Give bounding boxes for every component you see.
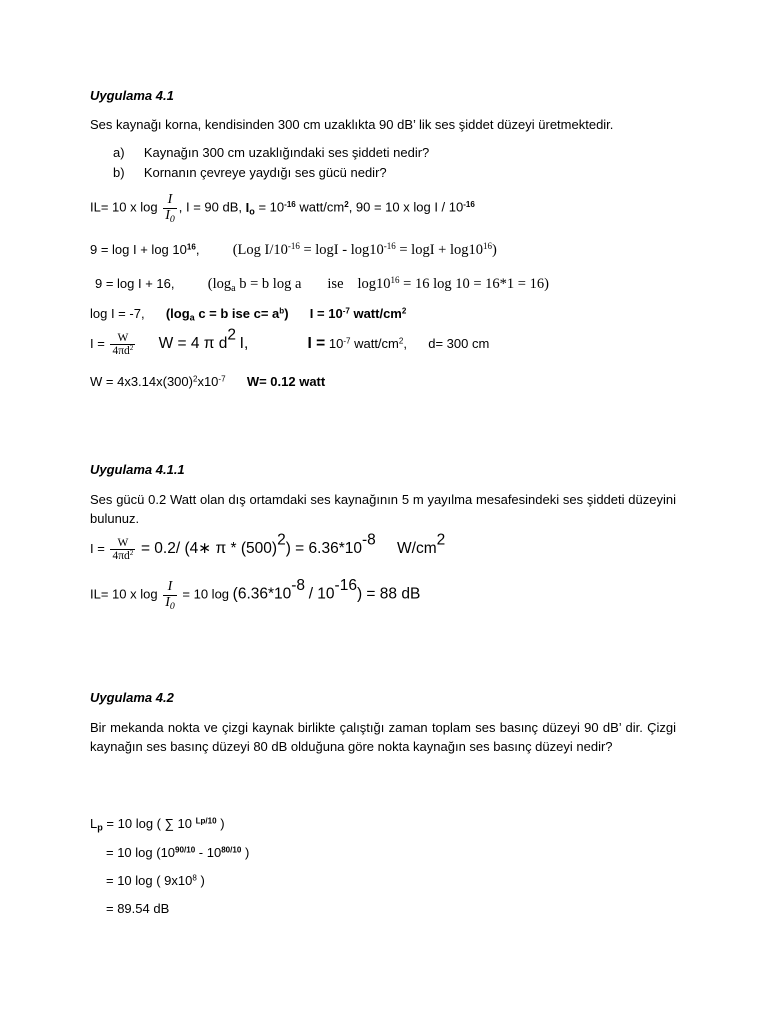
- question-a-text: Kaynağın 300 cm uzaklığındaki ses şiddeti nedir?: [143, 145, 430, 160]
- formula-text: ): [284, 306, 289, 321]
- reference-intensity-symbol: I: [245, 199, 250, 215]
- superscript: -16: [463, 200, 475, 210]
- formula-text: ): [244, 845, 250, 860]
- formula-text: / 10: [308, 585, 335, 603]
- fraction-denominator-text: 4πd: [112, 550, 130, 563]
- fraction-denominator-text: 4πd: [112, 345, 130, 358]
- formula-line-power-result: [90, 374, 325, 390]
- formula-text: - 10: [198, 845, 222, 860]
- formula-text: ): [491, 242, 497, 258]
- formula-line-intensity: [90, 531, 446, 563]
- superscript: 2: [129, 344, 134, 353]
- formula-text: = logI - log10: [303, 242, 384, 258]
- formula-text: ,: [403, 336, 407, 351]
- superscript: -7: [342, 306, 350, 316]
- superscript: 2: [401, 306, 407, 316]
- formula-text: b = b log a: [239, 276, 302, 292]
- formula-text: I,: [239, 335, 249, 352]
- formula-text: c = b ise c= a: [198, 306, 280, 321]
- superscript: 90/10: [175, 845, 196, 855]
- formula-line-il-result: [90, 577, 421, 612]
- fraction-denominator: [110, 344, 135, 357]
- formula-text: W = 4x3.14x(300): [90, 374, 193, 389]
- formula-text: (log: [207, 276, 232, 292]
- superscript: 8: [192, 873, 197, 883]
- section-heading-4-1-1: Uygulama 4.1.1: [90, 462, 185, 477]
- formula-text: 9 = log I + 16,: [95, 276, 175, 291]
- formula-text: = 16 log 10 = 16*1 = 16): [403, 276, 549, 292]
- fraction-denominator-symbol: I: [165, 594, 170, 610]
- superscript: -8: [291, 577, 306, 595]
- superscript: -16: [383, 241, 396, 252]
- superscript: -8: [361, 531, 376, 549]
- log-identity: [233, 242, 497, 258]
- superscript: 2: [129, 549, 134, 558]
- formula-text: L: [90, 816, 98, 831]
- problem-text-4-2: Bir mekanda nokta ve çizgi kaynak birlikte çalıştığı zaman toplam ses basınç düzeyi 90 dB’ dir. Çizgi kaynağın ses basınç düzeyi 80 dB olduğuna göre nokta kaynağın ses basınç düzeyi nedir?: [90, 720, 676, 754]
- formula-line-log-result: [90, 306, 406, 322]
- formula-text: ) = 6.36*10: [285, 540, 362, 557]
- superscript: 2: [192, 374, 198, 384]
- superscript: -16: [334, 577, 357, 595]
- formula-text: IL= 10 x log: [90, 586, 158, 602]
- superscript: 2: [436, 531, 446, 549]
- subscript: p: [97, 822, 103, 833]
- log-power-rule: [207, 275, 549, 295]
- formula-text: I =: [90, 541, 105, 556]
- reference-intensity: [246, 200, 255, 215]
- formula-text: I =: [90, 336, 105, 351]
- formula-text: = 10 log (10: [106, 845, 176, 860]
- formula-line-lp-result: [106, 901, 169, 917]
- superscript: -7: [218, 374, 226, 384]
- formula-text: log10: [357, 276, 391, 292]
- formula-text: , 90 = 10 x log I / 10: [348, 199, 464, 215]
- formula-text: (Log I/10: [232, 242, 288, 258]
- subscript: a: [189, 312, 195, 323]
- superscript: -7: [343, 336, 351, 346]
- formula-line-lp-step-2: [106, 873, 205, 889]
- fraction-denominator-symbol: I: [165, 207, 170, 223]
- formula-line-power: [90, 326, 490, 358]
- formula-text: 10: [328, 336, 344, 351]
- formula-line-log-rule: [95, 276, 549, 293]
- fraction-denominator: [110, 549, 135, 562]
- fraction-numerator: W: [117, 332, 129, 344]
- formula-text: = 0.2/ (4∗ π * (500): [140, 540, 278, 557]
- fraction-i-over-i0: [163, 580, 177, 610]
- problem-text-4-1: Ses kaynağı korna, kendisinden 300 cm uzaklıkta 90 dB’ lik ses şiddet düzeyi üretmektedir.: [90, 117, 614, 132]
- superscript: 16: [186, 242, 196, 252]
- formula-text: x10: [197, 374, 219, 389]
- formula-text: W = 4 π d: [158, 335, 228, 352]
- formula-text: 9 = log I + log 10: [90, 242, 187, 257]
- superscript: 16: [390, 275, 400, 286]
- fraction-numerator: I: [167, 579, 173, 594]
- superscript: 16: [482, 241, 492, 252]
- result-intensity: I = 10: [309, 306, 343, 321]
- formula-text: IL= 10 x log: [90, 199, 158, 215]
- formula-text: = 10 log: [182, 586, 230, 602]
- formula-text: ise: [327, 276, 344, 292]
- fraction-denominator: [163, 595, 177, 611]
- superscript: Lp/10: [195, 816, 217, 826]
- formula-text: I =: [307, 335, 326, 352]
- formula-text: log I = -7,: [90, 306, 145, 321]
- formula-text: = logI + log10: [399, 242, 483, 258]
- question-a-marker: a): [113, 145, 125, 160]
- formula-line-il: [90, 193, 475, 223]
- subscript: 0: [169, 600, 175, 612]
- question-b-marker: b): [113, 165, 125, 180]
- superscript: 2: [398, 336, 404, 346]
- subscript: a: [231, 283, 236, 295]
- formula-text: = 10 log ( ∑ 10: [106, 816, 192, 831]
- question-a: [113, 145, 429, 161]
- question-b-text: Kornanın çevreye yaydığı ses gücü nedir?: [143, 165, 387, 180]
- superscript: -16: [284, 200, 296, 210]
- formula-text: = 10: [258, 199, 285, 215]
- result-power: W= 0.12 watt: [246, 374, 326, 389]
- fraction-i-over-i0: [163, 193, 177, 223]
- superscript: 80/10: [221, 845, 242, 855]
- problem-text-4-1-1: Ses gücü 0.2 Watt olan dış ortamdaki ses kaynağının 5 m yayılma mesafesindeki ses şiddeti düzeyini bulunuz.: [90, 492, 676, 526]
- formula-line-lp-step-1: [106, 845, 249, 861]
- result-level: = 89.54 dB: [106, 901, 170, 916]
- fraction-w-over-4pid2: [110, 332, 135, 357]
- superscript: -16: [287, 241, 300, 252]
- formula-line-lp: [90, 816, 225, 832]
- superscript: 2: [277, 531, 286, 549]
- unit-text: watt/cm: [299, 199, 345, 215]
- fraction-numerator: I: [167, 192, 173, 207]
- fraction-w-over-4pid2: [110, 537, 135, 562]
- result-level: ) = 88 dB: [356, 585, 421, 603]
- formula-text: , I = 90 dB,: [178, 199, 243, 215]
- formula-line-log-sum: [90, 242, 497, 259]
- formula-text: (6.36*10: [232, 585, 292, 603]
- superscript: b: [279, 306, 285, 316]
- superscript: 2: [227, 326, 237, 344]
- fraction-denominator: [163, 208, 177, 224]
- formula-text: = 10 log ( 9x10: [106, 873, 193, 888]
- superscript: 2: [344, 200, 349, 210]
- distance-value: d= 300 cm: [428, 336, 490, 351]
- formula-text: ): [220, 816, 225, 831]
- formula-text: ,: [195, 242, 200, 257]
- fraction-numerator: W: [117, 537, 129, 549]
- question-b: [113, 165, 387, 181]
- subscript: o: [249, 206, 255, 217]
- section-heading-4-2: Uygulama 4.2: [90, 690, 174, 705]
- unit-text: watt/cm: [353, 306, 402, 321]
- unit-text: watt/cm: [354, 336, 399, 351]
- formula-text: (log: [165, 306, 190, 321]
- section-heading-4-1: Uygulama 4.1: [90, 88, 174, 103]
- formula-text: ): [200, 873, 205, 888]
- subscript: 0: [169, 213, 175, 225]
- unit-text: W/cm: [397, 540, 437, 557]
